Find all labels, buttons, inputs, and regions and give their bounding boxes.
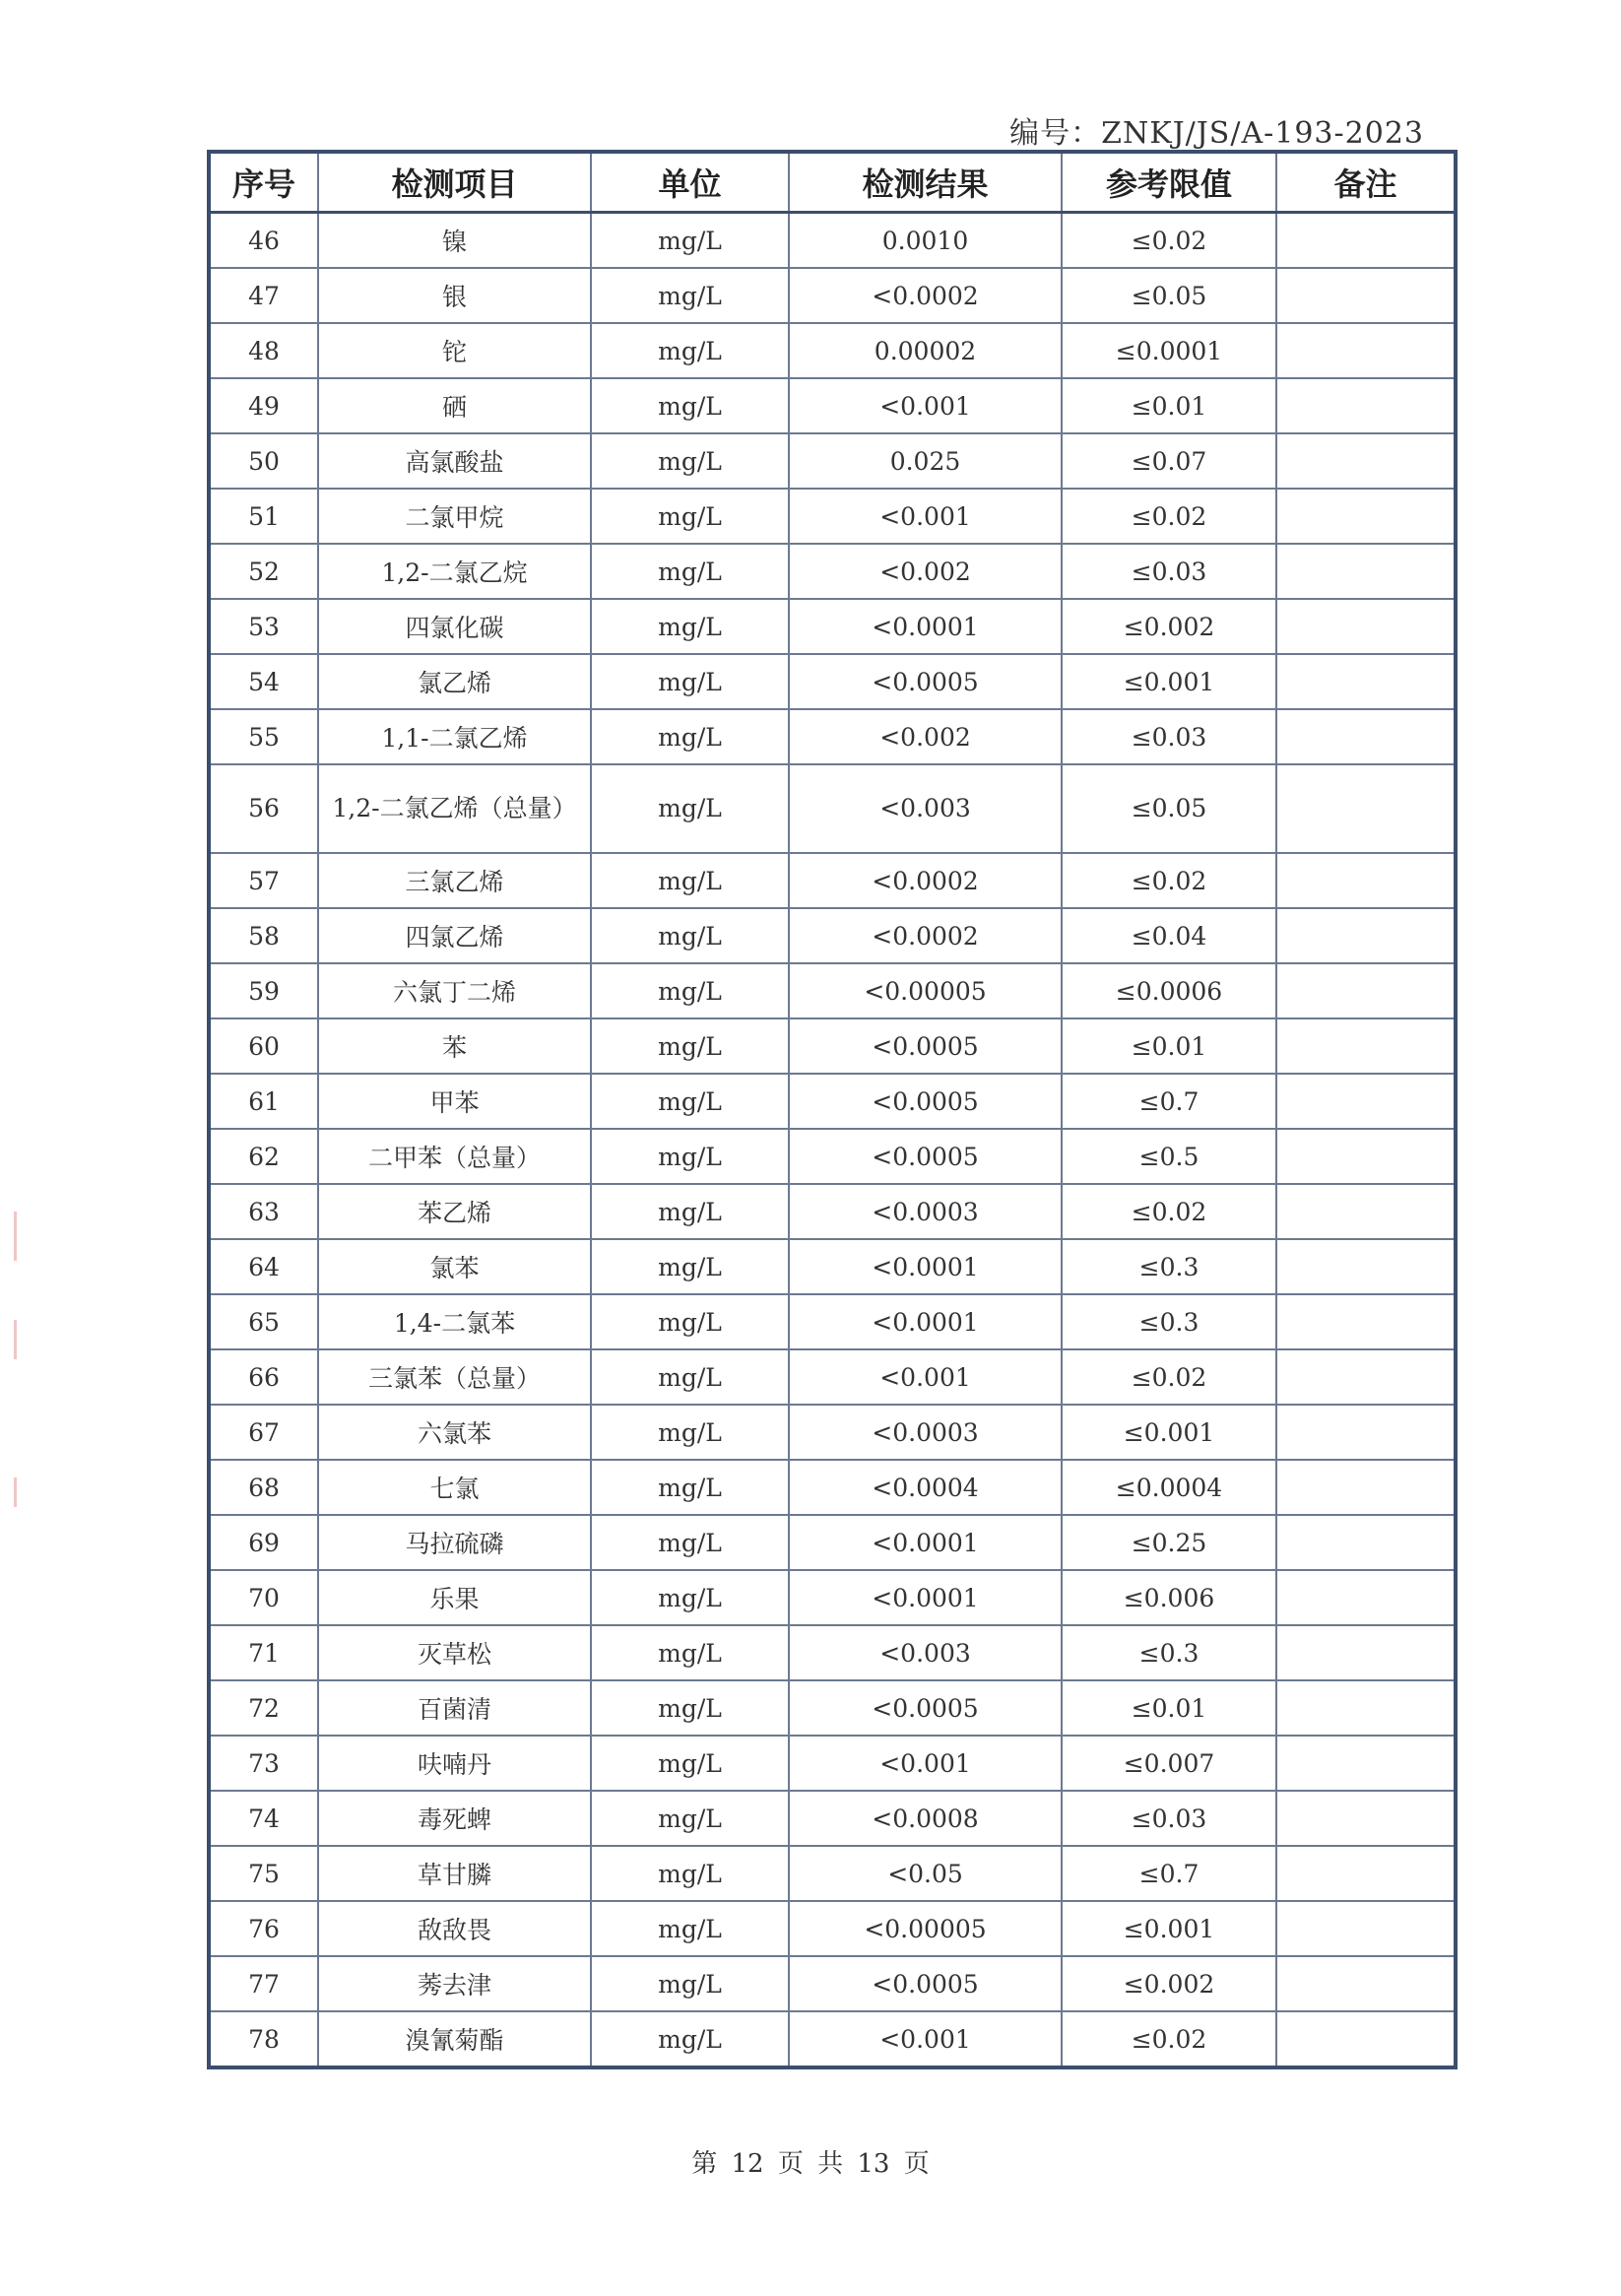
cell-result: <0.001 bbox=[789, 489, 1062, 544]
cell-limit: ≤0.02 bbox=[1062, 1184, 1276, 1239]
cell-result: <0.0002 bbox=[789, 853, 1062, 908]
cell-serial: 49 bbox=[209, 378, 318, 433]
cell-result: 0.025 bbox=[789, 433, 1062, 489]
cell-note bbox=[1276, 764, 1456, 853]
cell-unit: mg/L bbox=[591, 1680, 789, 1736]
cell-limit: ≤0.01 bbox=[1062, 1680, 1276, 1736]
table-row bbox=[209, 489, 1456, 544]
scan-edge-mark bbox=[14, 1320, 17, 1359]
page-number: 第 12 页 共 13 页 bbox=[691, 2149, 930, 2179]
cell-unit: mg/L bbox=[591, 709, 789, 764]
table-row bbox=[209, 378, 1456, 433]
cell-item: 1,2-二氯乙烷 bbox=[318, 544, 591, 599]
table-row bbox=[209, 1570, 1456, 1625]
cell-serial: 60 bbox=[209, 1018, 318, 1074]
cell-note bbox=[1276, 963, 1456, 1018]
cell-item: 六氯丁二烯 bbox=[318, 963, 591, 1018]
cell-unit: mg/L bbox=[591, 1239, 789, 1294]
cell-note bbox=[1276, 433, 1456, 489]
cell-serial: 57 bbox=[209, 853, 318, 908]
cell-unit: mg/L bbox=[591, 1184, 789, 1239]
cell-result: <0.0005 bbox=[789, 1018, 1062, 1074]
cell-result: <0.0005 bbox=[789, 654, 1062, 709]
cell-result: <0.0005 bbox=[789, 1956, 1062, 2011]
cell-limit: ≤0.001 bbox=[1062, 1405, 1276, 1460]
cell-item: 苯 bbox=[318, 1018, 591, 1074]
cell-unit: mg/L bbox=[591, 1956, 789, 2011]
cell-note bbox=[1276, 1460, 1456, 1515]
cell-item: 硒 bbox=[318, 378, 591, 433]
cell-note bbox=[1276, 489, 1456, 544]
col-header-limit: 参考限值 bbox=[1062, 152, 1276, 213]
cell-note bbox=[1276, 544, 1456, 599]
cell-note bbox=[1276, 853, 1456, 908]
cell-item: 呋喃丹 bbox=[318, 1736, 591, 1791]
cell-note bbox=[1276, 323, 1456, 378]
cell-unit: mg/L bbox=[591, 268, 789, 323]
table-row bbox=[209, 599, 1456, 654]
cell-serial: 65 bbox=[209, 1294, 318, 1349]
table-row bbox=[209, 213, 1456, 269]
table-row bbox=[209, 1184, 1456, 1239]
cell-item: 氯乙烯 bbox=[318, 654, 591, 709]
cell-item: 苯乙烯 bbox=[318, 1184, 591, 1239]
cell-limit: ≤0.002 bbox=[1062, 599, 1276, 654]
cell-result: 0.00002 bbox=[789, 323, 1062, 378]
cell-note bbox=[1276, 2011, 1456, 2067]
cell-result: <0.001 bbox=[789, 1349, 1062, 1405]
table-row bbox=[209, 1239, 1456, 1294]
col-header-note: 备注 bbox=[1276, 152, 1456, 213]
cell-item: 甲苯 bbox=[318, 1074, 591, 1129]
cell-serial: 69 bbox=[209, 1515, 318, 1570]
table-row bbox=[209, 1405, 1456, 1460]
cell-unit: mg/L bbox=[591, 1846, 789, 1901]
cell-note bbox=[1276, 1239, 1456, 1294]
cell-serial: 71 bbox=[209, 1625, 318, 1680]
cell-limit: ≤0.05 bbox=[1062, 268, 1276, 323]
cell-note bbox=[1276, 1625, 1456, 1680]
cell-serial: 46 bbox=[209, 213, 318, 269]
col-header-item: 检测项目 bbox=[318, 152, 591, 213]
cell-serial: 67 bbox=[209, 1405, 318, 1460]
cell-result: <0.001 bbox=[789, 2011, 1062, 2067]
cell-note bbox=[1276, 1294, 1456, 1349]
cell-limit: ≤0.0006 bbox=[1062, 963, 1276, 1018]
cell-limit: ≤0.001 bbox=[1062, 654, 1276, 709]
cell-serial: 63 bbox=[209, 1184, 318, 1239]
cell-unit: mg/L bbox=[591, 1129, 789, 1184]
cell-result: <0.0002 bbox=[789, 908, 1062, 963]
cell-unit: mg/L bbox=[591, 1074, 789, 1129]
cell-item: 七氯 bbox=[318, 1460, 591, 1515]
table-row bbox=[209, 764, 1456, 853]
cell-serial: 64 bbox=[209, 1239, 318, 1294]
table-header bbox=[209, 152, 1456, 213]
cell-result: <0.0001 bbox=[789, 1294, 1062, 1349]
cell-unit: mg/L bbox=[591, 1515, 789, 1570]
cell-serial: 59 bbox=[209, 963, 318, 1018]
cell-note bbox=[1276, 654, 1456, 709]
cell-note bbox=[1276, 1791, 1456, 1846]
scan-edge-mark bbox=[14, 1212, 17, 1261]
table-row bbox=[209, 963, 1456, 1018]
table-row bbox=[209, 1129, 1456, 1184]
cell-limit: ≤0.002 bbox=[1062, 1956, 1276, 2011]
cell-unit: mg/L bbox=[591, 1570, 789, 1625]
table-row bbox=[209, 1294, 1456, 1349]
cell-item: 银 bbox=[318, 268, 591, 323]
cell-limit: ≤0.0004 bbox=[1062, 1460, 1276, 1515]
cell-limit: ≤0.01 bbox=[1062, 1018, 1276, 1074]
cell-unit: mg/L bbox=[591, 1791, 789, 1846]
cell-serial: 68 bbox=[209, 1460, 318, 1515]
cell-serial: 53 bbox=[209, 599, 318, 654]
cell-item: 乐果 bbox=[318, 1570, 591, 1625]
cell-result: <0.0008 bbox=[789, 1791, 1062, 1846]
cell-serial: 75 bbox=[209, 1846, 318, 1901]
col-header-unit: 单位 bbox=[591, 152, 789, 213]
cell-note bbox=[1276, 908, 1456, 963]
table-row bbox=[209, 1349, 1456, 1405]
cell-result: <0.0004 bbox=[789, 1460, 1062, 1515]
cell-limit: ≤0.01 bbox=[1062, 378, 1276, 433]
cell-item: 灭草松 bbox=[318, 1625, 591, 1680]
cell-limit: ≤0.3 bbox=[1062, 1239, 1276, 1294]
cell-unit: mg/L bbox=[591, 853, 789, 908]
cell-result: <0.0001 bbox=[789, 1515, 1062, 1570]
cell-note bbox=[1276, 1570, 1456, 1625]
cell-unit: mg/L bbox=[591, 378, 789, 433]
cell-item: 敌敌畏 bbox=[318, 1901, 591, 1956]
cell-serial: 55 bbox=[209, 709, 318, 764]
cell-serial: 47 bbox=[209, 268, 318, 323]
table-row bbox=[209, 1625, 1456, 1680]
cell-result: <0.001 bbox=[789, 378, 1062, 433]
cell-serial: 73 bbox=[209, 1736, 318, 1791]
cell-result: <0.05 bbox=[789, 1846, 1062, 1901]
cell-limit: ≤0.25 bbox=[1062, 1515, 1276, 1570]
cell-result: <0.002 bbox=[789, 709, 1062, 764]
cell-serial: 61 bbox=[209, 1074, 318, 1129]
cell-result: <0.00005 bbox=[789, 1901, 1062, 1956]
cell-unit: mg/L bbox=[591, 1349, 789, 1405]
scan-edge-mark bbox=[14, 1477, 17, 1507]
cell-unit: mg/L bbox=[591, 599, 789, 654]
cell-serial: 74 bbox=[209, 1791, 318, 1846]
cell-limit: ≤0.3 bbox=[1062, 1625, 1276, 1680]
cell-result: 0.0010 bbox=[789, 213, 1062, 269]
table-row bbox=[209, 1680, 1456, 1736]
cell-serial: 66 bbox=[209, 1349, 318, 1405]
cell-unit: mg/L bbox=[591, 1901, 789, 1956]
cell-serial: 48 bbox=[209, 323, 318, 378]
cell-note bbox=[1276, 599, 1456, 654]
table-row bbox=[209, 1074, 1456, 1129]
cell-limit: ≤0.001 bbox=[1062, 1901, 1276, 1956]
cell-limit: ≤0.0001 bbox=[1062, 323, 1276, 378]
cell-note bbox=[1276, 1680, 1456, 1736]
table-row bbox=[209, 853, 1456, 908]
cell-item: 四氯乙烯 bbox=[318, 908, 591, 963]
cell-serial: 58 bbox=[209, 908, 318, 963]
results-table bbox=[207, 150, 1458, 2069]
cell-limit: ≤0.02 bbox=[1062, 489, 1276, 544]
cell-note bbox=[1276, 1846, 1456, 1901]
cell-serial: 76 bbox=[209, 1901, 318, 1956]
cell-limit: ≤0.7 bbox=[1062, 1074, 1276, 1129]
cell-result: <0.002 bbox=[789, 544, 1062, 599]
cell-note bbox=[1276, 1129, 1456, 1184]
cell-result: <0.0001 bbox=[789, 1570, 1062, 1625]
table-row bbox=[209, 908, 1456, 963]
cell-item: 百菌清 bbox=[318, 1680, 591, 1736]
cell-item: 三氯乙烯 bbox=[318, 853, 591, 908]
table-row bbox=[209, 1901, 1456, 1956]
table-row bbox=[209, 433, 1456, 489]
cell-result: <0.0005 bbox=[789, 1680, 1062, 1736]
cell-note bbox=[1276, 1901, 1456, 1956]
table-row bbox=[209, 1791, 1456, 1846]
cell-unit: mg/L bbox=[591, 764, 789, 853]
cell-unit: mg/L bbox=[591, 1018, 789, 1074]
table-row bbox=[209, 1736, 1456, 1791]
table-row bbox=[209, 654, 1456, 709]
table-row bbox=[209, 544, 1456, 599]
cell-serial: 62 bbox=[209, 1129, 318, 1184]
cell-result: <0.0001 bbox=[789, 599, 1062, 654]
cell-item: 溴氰菊酯 bbox=[318, 2011, 591, 2067]
cell-limit: ≤0.5 bbox=[1062, 1129, 1276, 1184]
cell-result: <0.003 bbox=[789, 1625, 1062, 1680]
cell-item: 氯苯 bbox=[318, 1239, 591, 1294]
cell-unit: mg/L bbox=[591, 489, 789, 544]
cell-result: <0.0005 bbox=[789, 1074, 1062, 1129]
cell-item: 镍 bbox=[318, 213, 591, 269]
cell-item: 1,1-二氯乙烯 bbox=[318, 709, 591, 764]
cell-item: 高氯酸盐 bbox=[318, 433, 591, 489]
cell-limit: ≤0.3 bbox=[1062, 1294, 1276, 1349]
table-row bbox=[209, 1018, 1456, 1074]
cell-limit: ≤0.02 bbox=[1062, 1349, 1276, 1405]
cell-result: <0.0001 bbox=[789, 1239, 1062, 1294]
cell-unit: mg/L bbox=[591, 1460, 789, 1515]
cell-item: 1,2-二氯乙烯（总量） bbox=[318, 764, 591, 853]
cell-result: <0.0002 bbox=[789, 268, 1062, 323]
cell-item: 四氯化碳 bbox=[318, 599, 591, 654]
cell-limit: ≤0.007 bbox=[1062, 1736, 1276, 1791]
cell-unit: mg/L bbox=[591, 654, 789, 709]
cell-note bbox=[1276, 1074, 1456, 1129]
cell-limit: ≤0.03 bbox=[1062, 709, 1276, 764]
cell-serial: 51 bbox=[209, 489, 318, 544]
cell-item: 1,4-二氯苯 bbox=[318, 1294, 591, 1349]
cell-limit: ≤0.05 bbox=[1062, 764, 1276, 853]
cell-unit: mg/L bbox=[591, 213, 789, 269]
table-row bbox=[209, 268, 1456, 323]
cell-note bbox=[1276, 1956, 1456, 2011]
table-row bbox=[209, 709, 1456, 764]
cell-limit: ≤0.02 bbox=[1062, 213, 1276, 269]
cell-unit: mg/L bbox=[591, 1405, 789, 1460]
cell-result: <0.0005 bbox=[789, 1129, 1062, 1184]
table-row bbox=[209, 1846, 1456, 1901]
cell-unit: mg/L bbox=[591, 544, 789, 599]
table-row bbox=[209, 323, 1456, 378]
cell-unit: mg/L bbox=[591, 908, 789, 963]
cell-item: 六氯苯 bbox=[318, 1405, 591, 1460]
cell-limit: ≤0.02 bbox=[1062, 853, 1276, 908]
cell-unit: mg/L bbox=[591, 1625, 789, 1680]
cell-serial: 70 bbox=[209, 1570, 318, 1625]
cell-serial: 54 bbox=[209, 654, 318, 709]
cell-note bbox=[1276, 1018, 1456, 1074]
cell-serial: 72 bbox=[209, 1680, 318, 1736]
cell-result: <0.0003 bbox=[789, 1405, 1062, 1460]
cell-limit: ≤0.7 bbox=[1062, 1846, 1276, 1901]
cell-limit: ≤0.04 bbox=[1062, 908, 1276, 963]
cell-result: <0.00005 bbox=[789, 963, 1062, 1018]
cell-note bbox=[1276, 268, 1456, 323]
cell-note bbox=[1276, 1405, 1456, 1460]
cell-unit: mg/L bbox=[591, 1736, 789, 1791]
cell-note bbox=[1276, 709, 1456, 764]
cell-unit: mg/L bbox=[591, 2011, 789, 2067]
cell-serial: 52 bbox=[209, 544, 318, 599]
cell-limit: ≤0.02 bbox=[1062, 2011, 1276, 2067]
cell-item: 莠去津 bbox=[318, 1956, 591, 2011]
cell-serial: 78 bbox=[209, 2011, 318, 2067]
cell-item: 铊 bbox=[318, 323, 591, 378]
cell-unit: mg/L bbox=[591, 323, 789, 378]
cell-note bbox=[1276, 378, 1456, 433]
cell-unit: mg/L bbox=[591, 963, 789, 1018]
cell-note bbox=[1276, 1736, 1456, 1791]
cell-result: <0.003 bbox=[789, 764, 1062, 853]
cell-note bbox=[1276, 1515, 1456, 1570]
document-number: 编号：ZNKJ/JS/A-193-2023 bbox=[1009, 116, 1424, 151]
cell-item: 马拉硫磷 bbox=[318, 1515, 591, 1570]
table-row bbox=[209, 1956, 1456, 2011]
table-row bbox=[209, 1515, 1456, 1570]
cell-unit: mg/L bbox=[591, 433, 789, 489]
cell-item: 三氯苯（总量） bbox=[318, 1349, 591, 1405]
table-row bbox=[209, 1460, 1456, 1515]
cell-serial: 50 bbox=[209, 433, 318, 489]
cell-unit: mg/L bbox=[591, 1294, 789, 1349]
table-body bbox=[209, 213, 1456, 2068]
cell-limit: ≤0.03 bbox=[1062, 1791, 1276, 1846]
cell-note bbox=[1276, 1349, 1456, 1405]
cell-result: <0.0003 bbox=[789, 1184, 1062, 1239]
cell-item: 二甲苯（总量） bbox=[318, 1129, 591, 1184]
header-row bbox=[209, 152, 1456, 213]
cell-item: 毒死蜱 bbox=[318, 1791, 591, 1846]
cell-serial: 77 bbox=[209, 1956, 318, 2011]
col-header-serial: 序号 bbox=[209, 152, 318, 213]
cell-note bbox=[1276, 213, 1456, 269]
results-table-container bbox=[207, 150, 1454, 2069]
cell-item: 二氯甲烷 bbox=[318, 489, 591, 544]
cell-note bbox=[1276, 1184, 1456, 1239]
cell-limit: ≤0.006 bbox=[1062, 1570, 1276, 1625]
col-header-result: 检测结果 bbox=[789, 152, 1062, 213]
cell-item: 草甘膦 bbox=[318, 1846, 591, 1901]
cell-result: <0.001 bbox=[789, 1736, 1062, 1791]
table-row bbox=[209, 2011, 1456, 2067]
cell-limit: ≤0.07 bbox=[1062, 433, 1276, 489]
cell-serial: 56 bbox=[209, 764, 318, 853]
cell-limit: ≤0.03 bbox=[1062, 544, 1276, 599]
